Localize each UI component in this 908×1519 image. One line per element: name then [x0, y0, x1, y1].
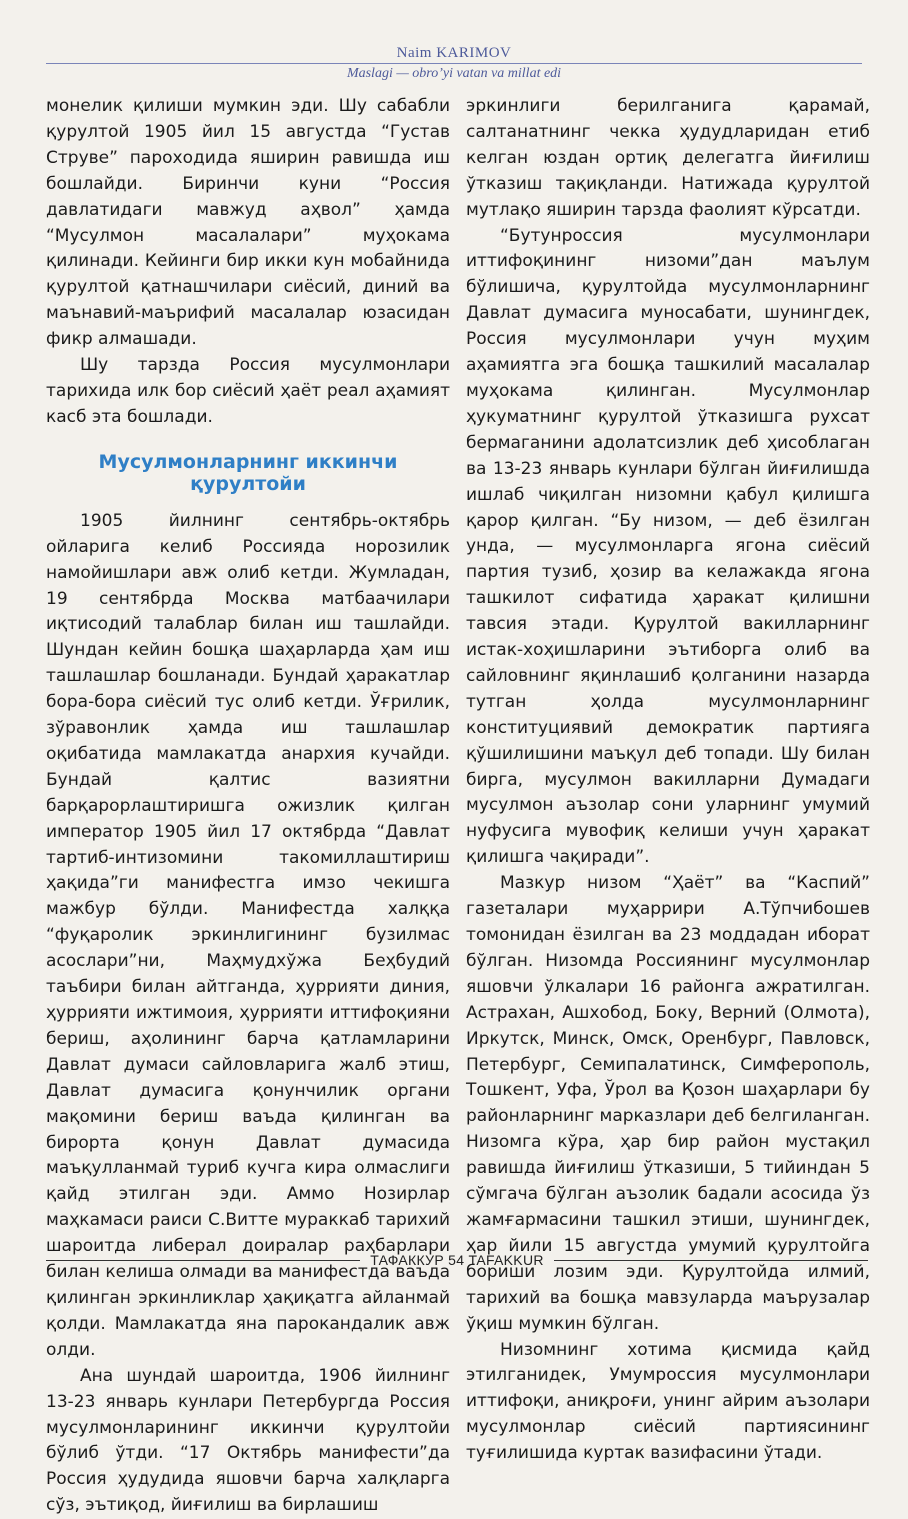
paragraph: Мазкур низом “Ҳаёт” ва “Каспий” газеталари муҳаррири А.Тўпчибошев томонидан ёзилган ва 23 моддадан иборат бўлган. Низомда Россиянинг мусулмонлар яшовчи ўлкалари 16 районга ажратилган. Астрахан, Ашхобод, Боку, Верний (Олмота), Иркутск, Минск, Омск, Оренбург, Павловск, Петербург, Семипалатинск, Симферополь, Тошкент, Уфа, Ўрол ва Қозон шаҳарлари бу районларнинг марказлари деб белгиланган. Низомга кўра, ҳар бир район мустақил равишда йиғилиш ўтказиши, 5 тийиндан 5 сўмгача бўлган аъзолик бадали асосида ўз жамғармасини ташкил этиши, шунингдек, ҳар йили 15 августда умумий қурултойга бориши лозим эди. Қурултойда илмий, тарихий ва бошқа мавзуларда маърузалар ўқиш мумкин бўлган.: [466, 873, 870, 1334]
paragraph: эркинлиги берилганига қарамай, салтанатнинг чекка ҳудудларидан етиб келган юздан ортиқ делегатга йиғилиш ўтказиш тақиқланди. Натижада қурултой мутлақо яширин тарзда фаолият кўрсатди.: [466, 96, 870, 220]
paragraph: Низомнинг хотима қисмида қайд этилганидек, Умумроссия мусулмонлари иттифоқи, аниқроғи, унинг айрим аъзолари мусулмонлар сиёсий партиясининг туғилишида куртак вазифасини ўтади.: [466, 1339, 870, 1464]
footer-rule-right: [554, 1260, 868, 1261]
paragraph: “Бутунроссия мусулмонлари иттифоқининг низоми”дан маълум бўлишича, қурултойда мусулмонларнинг Давлат думасига муносабати, шунингдек, Россия мусулмонлари учун муҳим аҳамиятга эга бошқа ташкилий масалалар муҳокама қилинган. Мусулмонлар ҳукуматнинг қурултой ўтказишга рухсат бермаганини адолатсизлик деб ҳисоблаган ва 13-23 январь кунлари бўлган йиғилишда ишлаб чиқилган низомни қабул қилишга қарор қилган. “Бу низом, — деб ёзилган унда, — мусулмонларга ягона сиёсий партия тузиб, ҳозир ва келажакда ягона ташкилот сифатида ҳаракат қилишни тавсия этади. Қурултой вакилларнинг истак-хоҳишларини эътиборга олиб ва сайловнинг яқинлашиб қолганини назарда тутган ҳолда мусулмонларнинг конституциявий демократик партияга қўшилишини маъқул деб топади. Шу билан бирга, мусулмон вакилларни Думадаги мусулмон аъзолар сони уларнинг умумий нуфусига мувофиқ келиши учун ҳаракат қилишга чақиради”.: [466, 225, 870, 868]
left-column: [46, 94, 450, 1519]
paragraph: 1905 йилнинг сентябрь-октябрь ойларига келиб Россияда норозилик намойишлари авж олиб кетди. Жумладан, 19 сентябрда Москва матбаачилари иқтисодий талаблар билан иш ташлайди. Шундан кейин бошқа шаҳарларда ҳам иш ташлашлар бошланади. Бундай ҳаракатлар бора-бора сиёсий тус олиб кетди. Ўғрилик, зўравонлик ҳамда иш ташлашлар оқибатида мамлакатда анархия кучайди. Бундай қалтис вазиятни барқарорлаштиришга ожизлик қилган император 1905 йил 17 октябрда “Давлат тартиб-интизомини такомиллаштириш ҳақида”ги манифестга имзо чекишга мажбур бўлди. Манифестда халққа “фуқаролик эркинлигининг бузилмас асослари”ни, Маҳмудхўжа Беҳбудий таъбири билан айтганда, ҳуррияти диния, ҳуррияти ижтимоия, ҳуррияти иттифоқияни бериш, аҳолининг барча қатламларини Давлат думаси сайловларига жалб этиш, Давлат думасига қонунчилик органи мақомини бериш ваъда қилинган ва бирорта қонун Давлат думасида маъқулланмай туриб кучга кира олмаслиги қайд этилган эди. Аммо Нозирлар маҳкамаси раиси С.Витте мураккаб тарихий шароитда либерал доиралар раҳбарлари билан келиша олмади ва манифестда ваъда қилинган эркинликлар ҳақиқатга айланмай қолди. Мамлакатда яна парокандалик авж олди.: [46, 510, 450, 1360]
article-subtitle: Maslagi — obro’yi vatan va millat edi: [346, 66, 562, 81]
author-name: Naim KARIMOV: [396, 45, 512, 61]
footer-label: ТАФАККУР 54 TAFAKKUR: [370, 1252, 544, 1268]
header-rule: [46, 63, 862, 64]
footer-rule-left: [46, 1260, 360, 1261]
paragraph: Шу тарзда Россия мусулмонлари тарихида илк бор сиёсий ҳаёт реал аҳамият касб эта бошлади.: [46, 355, 450, 427]
paragraph: Ана шундай шароитда, 1906 йилнинг 13-23 январь кунлари Петербургда Россия мусулмонларининг иккинчи қурултойи бўлиб ўтди. “17 Октябрь манифести”да Россия ҳудудида яшовчи барча халқларга сўз, эътиқод, йиғилиш ва бирлашиш: [46, 1365, 450, 1516]
section-heading: Мусулмонларнинг иккинчи қурултойи: [98, 450, 398, 495]
paragraph: монелик қилиши мумкин эди. Шу сабабли қурултой 1905 йил 15 августда “Густав Струве” пароходида яширин равишда иш бошлайди. Биринчи куни “Россия давлатидаги мавжуд аҳвол” ҳамда “Мусулмон масалалари” муҳокама қилинади. Кейинги бир икки кун мобайнида қурултой қатнашчилари сиёсий, диний ва маънавий-маърифий масалалар юзасидан фикр алмашади.: [46, 96, 450, 350]
page-footer: [46, 1252, 868, 1268]
running-header: [0, 44, 908, 62]
